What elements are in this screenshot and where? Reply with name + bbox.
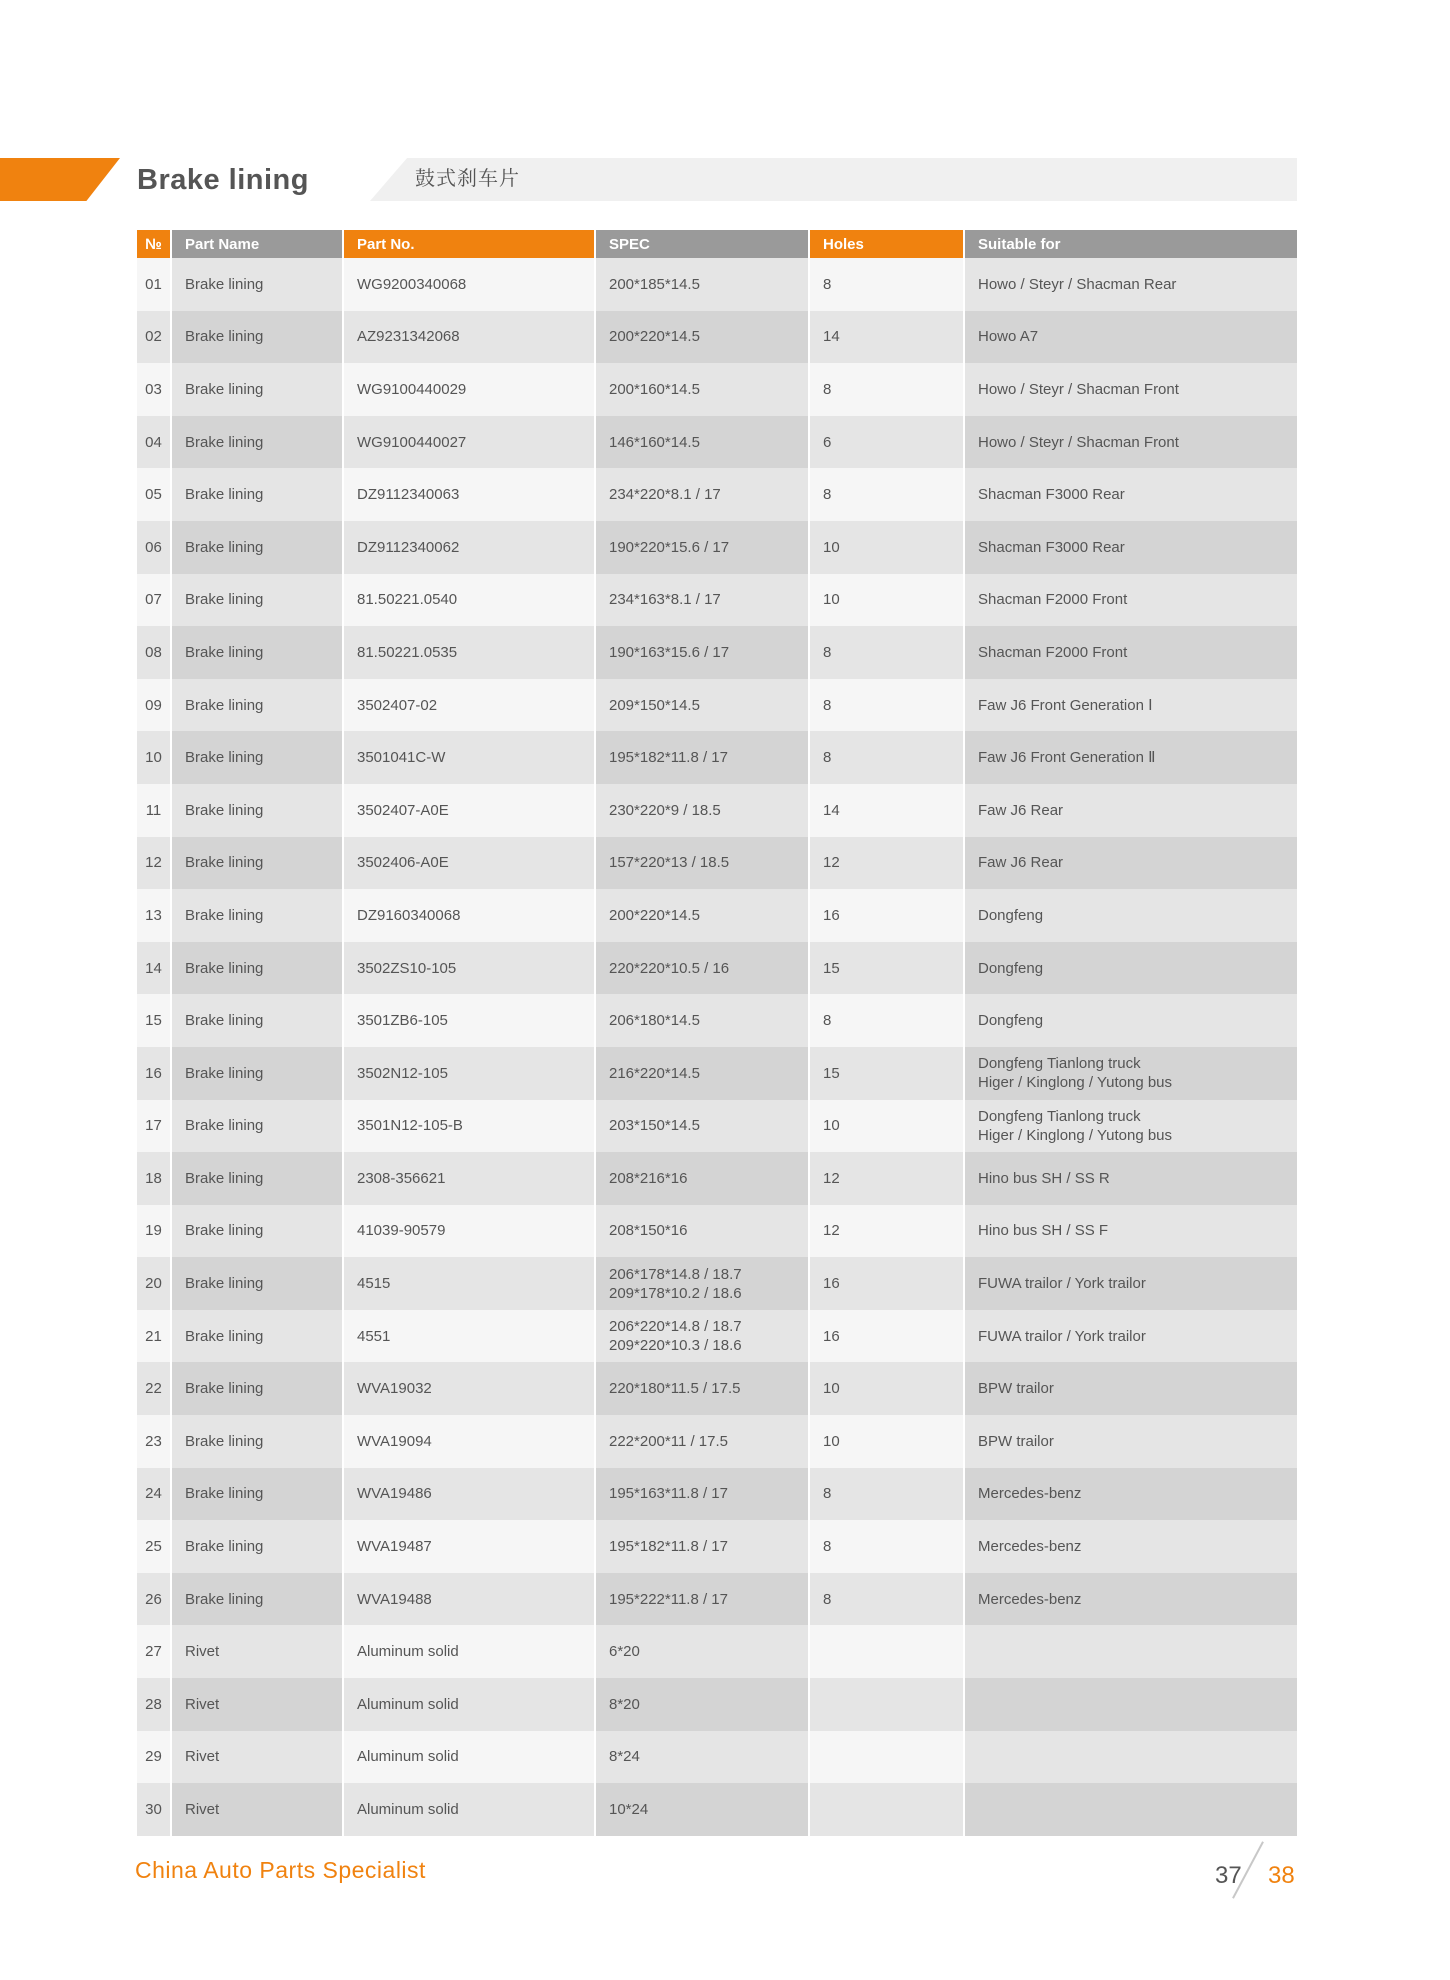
cell-no: 06: [137, 521, 171, 574]
cell-no: 11: [137, 784, 171, 837]
cell-spec: [595, 574, 809, 627]
cell-holes: [809, 1678, 964, 1731]
cell-spec: [595, 1362, 809, 1415]
cell-no: 01: [137, 258, 171, 311]
cell-suitable-for-line: Mercedes-benz: [978, 1538, 1082, 1556]
cell-part-no: DZ9112340063: [343, 468, 595, 521]
cell-suitable-for-line: Dongfeng Tianlong truck: [978, 1107, 1141, 1125]
cell-suitable-for: [964, 626, 1297, 679]
cell-spec-line: 209*220*10.3 / 18.6: [609, 1337, 742, 1355]
cell-spec: [595, 837, 809, 890]
cell-spec-line: 209*178*10.2 / 18.6: [609, 1284, 742, 1302]
cell-spec: [595, 1310, 809, 1363]
cell-holes: 8: [809, 994, 964, 1047]
table-row: [137, 1310, 1297, 1363]
cell-suitable-for: [964, 731, 1297, 784]
cell-part-name: Brake lining: [171, 363, 343, 416]
table-row: [137, 311, 1297, 364]
cell-suitable-for-line: Shacman F3000 Rear: [978, 538, 1125, 556]
table-row: [137, 1362, 1297, 1415]
col-header-holes: Holes: [809, 230, 964, 258]
cell-part-no: DZ9160340068: [343, 889, 595, 942]
cell-no: 20: [137, 1257, 171, 1310]
cell-no: 16: [137, 1047, 171, 1100]
cell-suitable-for-line: Dongfeng: [978, 906, 1044, 924]
cell-suitable-for: [964, 1362, 1297, 1415]
cell-no: 13: [137, 889, 171, 942]
cell-part-name: Brake lining: [171, 574, 343, 627]
cell-holes: [809, 1731, 964, 1784]
cell-no: 18: [137, 1152, 171, 1205]
table-row: [137, 784, 1297, 837]
cell-part-name: Brake lining: [171, 1415, 343, 1468]
cell-no: 30: [137, 1783, 171, 1836]
cell-spec-line: 234*163*8.1 / 17: [609, 591, 721, 609]
cell-spec: [595, 731, 809, 784]
cell-part-no: 3501041C-W: [343, 731, 595, 784]
cell-suitable-for: [964, 1047, 1297, 1100]
cell-holes: 10: [809, 1100, 964, 1153]
cell-spec-line: 206*220*14.8 / 18.7: [609, 1318, 742, 1336]
col-header-part-name: Part Name: [171, 230, 343, 258]
cell-suitable-for-line: FUWA trailor / York trailor: [978, 1275, 1146, 1293]
cell-part-name: Brake lining: [171, 626, 343, 679]
cell-part-name: Brake lining: [171, 784, 343, 837]
cell-holes: 10: [809, 521, 964, 574]
cell-spec-line: 206*178*14.8 / 18.7: [609, 1265, 742, 1283]
cell-suitable-for: [964, 1100, 1297, 1153]
cell-suitable-for: [964, 1152, 1297, 1205]
table-row: [137, 574, 1297, 627]
table-row: [137, 1783, 1297, 1836]
cell-no: 15: [137, 994, 171, 1047]
cell-spec: [595, 1783, 809, 1836]
cell-no: 28: [137, 1678, 171, 1731]
cell-part-no: 4515: [343, 1257, 595, 1310]
cell-holes: 15: [809, 1047, 964, 1100]
cell-spec: [595, 1468, 809, 1521]
cell-part-no: 3502406-A0E: [343, 837, 595, 890]
cell-no: 02: [137, 311, 171, 364]
cell-spec: [595, 363, 809, 416]
cell-part-no: DZ9112340062: [343, 521, 595, 574]
cell-part-name: Brake lining: [171, 1520, 343, 1573]
cell-suitable-for: [964, 994, 1297, 1047]
cell-holes: 8: [809, 1520, 964, 1573]
cell-part-name: Brake lining: [171, 1205, 343, 1258]
cell-spec-line: 222*200*11 / 17.5: [609, 1432, 728, 1450]
cell-holes: 8: [809, 679, 964, 732]
cell-holes: [809, 1783, 964, 1836]
cell-spec: [595, 1520, 809, 1573]
cell-suitable-for-line: Faw J6 Rear: [978, 854, 1064, 872]
cell-spec: [595, 1625, 809, 1678]
cell-part-name: Rivet: [171, 1678, 343, 1731]
table-row: [137, 889, 1297, 942]
cell-part-name: Brake lining: [171, 1362, 343, 1415]
cell-part-no: WVA19487: [343, 1520, 595, 1573]
cell-holes: 14: [809, 311, 964, 364]
table-row: [137, 679, 1297, 732]
table-row: [137, 1731, 1297, 1784]
cell-suitable-for: [964, 1731, 1297, 1784]
cell-spec: [595, 311, 809, 364]
table-row: [137, 363, 1297, 416]
cell-holes: 8: [809, 258, 964, 311]
page-title: Brake lining: [137, 164, 309, 196]
cell-suitable-for-line: Mercedes-benz: [978, 1485, 1082, 1503]
cell-no: 05: [137, 468, 171, 521]
cell-suitable-for: [964, 258, 1297, 311]
cell-part-no: 3502N12-105: [343, 1047, 595, 1100]
cell-spec-line: 157*220*13 / 18.5: [609, 854, 730, 872]
cell-part-name: Brake lining: [171, 889, 343, 942]
page-number-left: 37: [1215, 1862, 1242, 1889]
cell-holes: 16: [809, 1257, 964, 1310]
cell-part-no: 3501N12-105-B: [343, 1100, 595, 1153]
cell-suitable-for-line: Higer / Kinglong / Yutong bus: [978, 1074, 1173, 1092]
cell-holes: 12: [809, 1152, 964, 1205]
cell-spec-line: 208*216*16: [609, 1169, 688, 1187]
cell-holes: 15: [809, 942, 964, 995]
cell-spec-line: 146*160*14.5: [609, 433, 700, 451]
cell-spec-line: 216*220*14.5: [609, 1064, 700, 1082]
cell-suitable-for: [964, 311, 1297, 364]
cell-spec-line: 200*220*14.5: [609, 906, 700, 924]
cell-suitable-for: [964, 889, 1297, 942]
cell-suitable-for-line: Howo / Steyr / Shacman Front: [978, 380, 1179, 398]
table-row: [137, 1257, 1297, 1310]
cell-no: 24: [137, 1468, 171, 1521]
cell-spec: [595, 1257, 809, 1310]
cell-spec-line: 230*220*9 / 18.5: [609, 801, 721, 819]
cell-spec: [595, 1731, 809, 1784]
cell-spec-line: 209*150*14.5: [609, 696, 700, 714]
cell-suitable-for: [964, 1257, 1297, 1310]
col-header-spec: SPEC: [595, 230, 809, 258]
table-header-row: [137, 230, 1297, 258]
table-row: [137, 1520, 1297, 1573]
cell-no: 04: [137, 416, 171, 469]
table-row: [137, 1625, 1297, 1678]
cell-spec: [595, 626, 809, 679]
cell-part-no: WG9100440029: [343, 363, 595, 416]
cell-suitable-for-line: Howo / Steyr / Shacman Front: [978, 433, 1179, 451]
cell-no: 17: [137, 1100, 171, 1153]
cell-holes: 6: [809, 416, 964, 469]
cell-no: 25: [137, 1520, 171, 1573]
cell-spec: [595, 784, 809, 837]
cell-spec-line: 220*220*10.5 / 16: [609, 959, 730, 977]
cell-spec-line: 200*220*14.5: [609, 328, 700, 346]
table-row: [137, 1573, 1297, 1626]
title-accent-bar: [0, 158, 120, 201]
cell-suitable-for: [964, 1678, 1297, 1731]
cell-part-name: Brake lining: [171, 731, 343, 784]
table-row: [137, 837, 1297, 890]
cell-spec-line: 208*150*16: [609, 1222, 688, 1240]
table-row: [137, 1678, 1297, 1731]
cell-part-no: 3501ZB6-105: [343, 994, 595, 1047]
cell-suitable-for: [964, 468, 1297, 521]
cell-suitable-for: [964, 416, 1297, 469]
cell-part-name: Brake lining: [171, 1047, 343, 1100]
cell-holes: 8: [809, 363, 964, 416]
cell-spec: [595, 1047, 809, 1100]
cell-suitable-for: [964, 1205, 1297, 1258]
cell-part-name: Rivet: [171, 1625, 343, 1678]
cell-part-name: Brake lining: [171, 994, 343, 1047]
cell-spec-line: 195*182*11.8 / 17: [609, 749, 728, 767]
cell-no: 26: [137, 1573, 171, 1626]
cell-part-no: WVA19488: [343, 1573, 595, 1626]
cell-suitable-for: [964, 521, 1297, 574]
cell-part-no: 3502407-02: [343, 679, 595, 732]
cell-suitable-for: [964, 784, 1297, 837]
table-row: [137, 1468, 1297, 1521]
cell-spec-line: 6*20: [609, 1643, 640, 1661]
cell-holes: 10: [809, 1362, 964, 1415]
cell-spec: [595, 679, 809, 732]
cell-holes: 10: [809, 574, 964, 627]
cell-spec-line: 8*20: [609, 1695, 640, 1713]
parts-table: [137, 230, 1297, 1836]
cell-suitable-for: [964, 679, 1297, 732]
cell-no: 14: [137, 942, 171, 995]
cell-holes: 8: [809, 1468, 964, 1521]
cell-spec: [595, 1205, 809, 1258]
cell-suitable-for-line: Higer / Kinglong / Yutong bus: [978, 1126, 1173, 1144]
cell-part-no: 3502ZS10-105: [343, 942, 595, 995]
cell-part-no: AZ9231342068: [343, 311, 595, 364]
cell-part-no: Aluminum solid: [343, 1625, 595, 1678]
cell-spec: [595, 1415, 809, 1468]
col-header-no: №: [137, 230, 171, 258]
cell-part-name: Brake lining: [171, 311, 343, 364]
cell-spec: [595, 994, 809, 1047]
footer-brand: China Auto Parts Specialist: [135, 1857, 426, 1883]
cell-part-name: Brake lining: [171, 1257, 343, 1310]
table-row: [137, 626, 1297, 679]
cell-part-name: Brake lining: [171, 942, 343, 995]
cell-holes: 16: [809, 1310, 964, 1363]
cell-suitable-for-line: Dongfeng: [978, 959, 1044, 977]
cell-suitable-for-line: Dongfeng Tianlong truck: [978, 1055, 1141, 1073]
cell-part-no: WG9100440027: [343, 416, 595, 469]
cell-part-name: Brake lining: [171, 521, 343, 574]
cell-holes: [809, 1625, 964, 1678]
cell-spec: [595, 468, 809, 521]
cell-holes: 8: [809, 468, 964, 521]
cell-part-no: WVA19486: [343, 1468, 595, 1521]
cell-spec-line: 8*24: [609, 1748, 640, 1766]
page-number-right: 38: [1268, 1862, 1295, 1889]
cell-suitable-for-line: Shacman F2000 Front: [978, 591, 1128, 609]
cell-no: 12: [137, 837, 171, 890]
cell-spec: [595, 521, 809, 574]
table-row: [137, 942, 1297, 995]
col-header-suitable-for: Suitable for: [964, 230, 1297, 258]
cell-suitable-for-line: FUWA trailor / York trailor: [978, 1327, 1146, 1345]
cell-suitable-for: [964, 574, 1297, 627]
cell-suitable-for-line: Faw J6 Front Generation Ⅰ: [978, 696, 1153, 714]
cell-suitable-for-line: Mercedes-benz: [978, 1590, 1082, 1608]
cell-suitable-for-line: Howo / Steyr / Shacman Rear: [978, 275, 1177, 293]
cell-holes: 10: [809, 1415, 964, 1468]
cell-part-no: WVA19032: [343, 1362, 595, 1415]
cell-part-name: Brake lining: [171, 416, 343, 469]
cell-no: 23: [137, 1415, 171, 1468]
cell-suitable-for-line: Hino bus SH / SS R: [978, 1169, 1110, 1187]
table-row: [137, 1415, 1297, 1468]
cell-spec-line: 190*220*15.6 / 17: [609, 538, 730, 556]
col-header-part-no: Part No.: [343, 230, 595, 258]
page-subtitle: 鼓式刹车片: [415, 168, 520, 190]
cell-part-name: Brake lining: [171, 679, 343, 732]
cell-holes: 16: [809, 889, 964, 942]
cell-part-no: 41039-90579: [343, 1205, 595, 1258]
cell-holes: 12: [809, 1205, 964, 1258]
cell-spec-line: 200*160*14.5: [609, 380, 700, 398]
cell-holes: 8: [809, 1573, 964, 1626]
cell-suitable-for-line: BPW trailor: [978, 1432, 1054, 1450]
cell-spec-line: 195*163*11.8 / 17: [609, 1485, 728, 1503]
cell-spec-line: 206*180*14.5: [609, 1012, 700, 1030]
cell-part-name: Brake lining: [171, 1468, 343, 1521]
cell-holes: 14: [809, 784, 964, 837]
cell-spec: [595, 942, 809, 995]
cell-suitable-for: [964, 1415, 1297, 1468]
cell-spec: [595, 1678, 809, 1731]
table-row: [137, 468, 1297, 521]
cell-part-no: 3502407-A0E: [343, 784, 595, 837]
cell-spec: [595, 1100, 809, 1153]
cell-part-name: Brake lining: [171, 837, 343, 890]
cell-suitable-for-line: Shacman F3000 Rear: [978, 486, 1125, 504]
cell-holes: 12: [809, 837, 964, 890]
cell-part-no: 2308-356621: [343, 1152, 595, 1205]
cell-part-name: Brake lining: [171, 1100, 343, 1153]
cell-part-name: Brake lining: [171, 1310, 343, 1363]
cell-spec-line: 195*182*11.8 / 17: [609, 1538, 728, 1556]
cell-suitable-for-line: Shacman F2000 Front: [978, 643, 1128, 661]
cell-suitable-for: [964, 1310, 1297, 1363]
cell-suitable-for: [964, 1468, 1297, 1521]
cell-suitable-for-line: Faw J6 Rear: [978, 801, 1064, 819]
cell-no: 21: [137, 1310, 171, 1363]
cell-spec-line: 10*24: [609, 1801, 649, 1819]
cell-part-no: Aluminum solid: [343, 1783, 595, 1836]
cell-spec: [595, 416, 809, 469]
cell-no: 29: [137, 1731, 171, 1784]
cell-suitable-for: [964, 1573, 1297, 1626]
cell-no: 08: [137, 626, 171, 679]
cell-suitable-for: [964, 1783, 1297, 1836]
table-row: [137, 1100, 1297, 1153]
cell-spec: [595, 889, 809, 942]
cell-spec-line: 234*220*8.1 / 17: [609, 486, 721, 504]
cell-no: 27: [137, 1625, 171, 1678]
cell-suitable-for: [964, 1625, 1297, 1678]
cell-part-no: WG9200340068: [343, 258, 595, 311]
cell-suitable-for-line: Faw J6 Front Generation Ⅱ: [978, 749, 1156, 767]
table-row: [137, 731, 1297, 784]
cell-spec-line: 220*180*11.5 / 17.5: [609, 1380, 741, 1398]
cell-no: 19: [137, 1205, 171, 1258]
cell-part-no: WVA19094: [343, 1415, 595, 1468]
cell-suitable-for-line: Dongfeng: [978, 1012, 1044, 1030]
cell-suitable-for: [964, 942, 1297, 995]
cell-spec-line: 200*185*14.5: [609, 275, 700, 293]
cell-no: 07: [137, 574, 171, 627]
table-row: [137, 994, 1297, 1047]
cell-no: 09: [137, 679, 171, 732]
cell-spec-line: 195*222*11.8 / 17: [609, 1590, 728, 1608]
cell-part-no: 81.50221.0540: [343, 574, 595, 627]
cell-suitable-for: [964, 837, 1297, 890]
cell-part-no: Aluminum solid: [343, 1731, 595, 1784]
cell-spec-line: 190*163*15.6 / 17: [609, 643, 730, 661]
cell-part-no: Aluminum solid: [343, 1678, 595, 1731]
cell-holes: 8: [809, 626, 964, 679]
cell-part-name: Rivet: [171, 1731, 343, 1784]
cell-part-name: Brake lining: [171, 468, 343, 521]
cell-spec: [595, 258, 809, 311]
cell-no: 22: [137, 1362, 171, 1415]
cell-spec-line: 203*150*14.5: [609, 1117, 700, 1135]
cell-no: 03: [137, 363, 171, 416]
cell-holes: 8: [809, 731, 964, 784]
table-row: [137, 1205, 1297, 1258]
cell-part-name: Rivet: [171, 1783, 343, 1836]
cell-part-name: Brake lining: [171, 1152, 343, 1205]
cell-suitable-for: [964, 1520, 1297, 1573]
cell-part-no: 81.50221.0535: [343, 626, 595, 679]
cell-spec: [595, 1152, 809, 1205]
table-row: [137, 1047, 1297, 1100]
cell-spec: [595, 1573, 809, 1626]
table-row: [137, 1152, 1297, 1205]
table-row: [137, 521, 1297, 574]
cell-no: 10: [137, 731, 171, 784]
cell-suitable-for-line: Howo A7: [978, 328, 1039, 346]
cell-part-name: Brake lining: [171, 258, 343, 311]
table-row: [137, 258, 1297, 311]
cell-suitable-for: [964, 363, 1297, 416]
table-row: [137, 416, 1297, 469]
cell-suitable-for-line: Hino bus SH / SS F: [978, 1222, 1109, 1240]
cell-part-no: 4551: [343, 1310, 595, 1363]
cell-suitable-for-line: BPW trailor: [978, 1380, 1054, 1398]
cell-part-name: Brake lining: [171, 1573, 343, 1626]
